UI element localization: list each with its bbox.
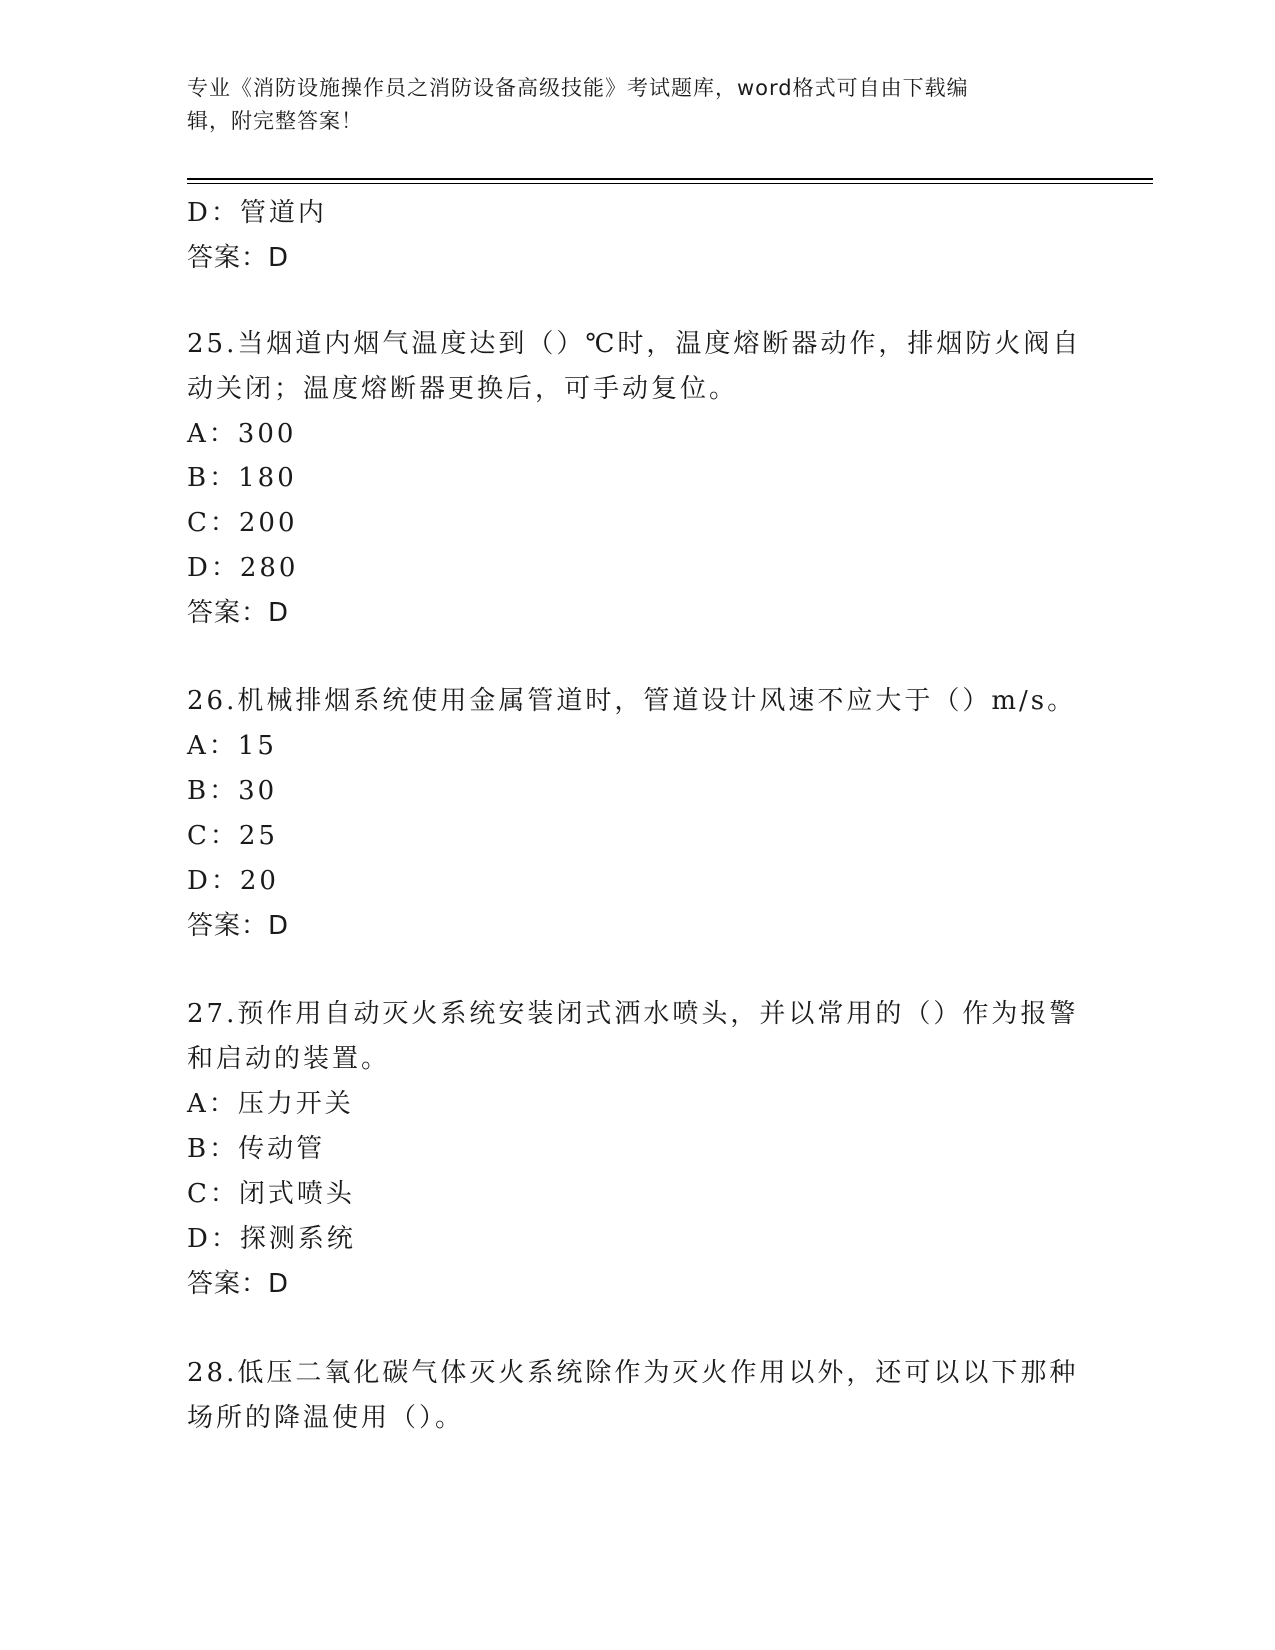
answer: 答案：D [187, 1269, 290, 1299]
question-stem-line: 26.机械排烟系统使用金属管道时，管道设计风速不应大于（）m/s。 [187, 686, 1077, 716]
answer: 答案：D [187, 911, 290, 941]
document-header [187, 72, 1067, 138]
question-stem-line: 27.预作用自动灭火系统安装闭式洒水喷头，并以常用的（）作为报警 [187, 999, 1079, 1029]
option-b: B：30 [187, 776, 278, 806]
question-stem-line: 和启动的装置。 [187, 1044, 391, 1074]
option-c: C：200 [187, 508, 298, 538]
header-divider-thin [187, 183, 1153, 184]
question-stem-line: 25.当烟道内烟气温度达到（）℃时，温度熔断器动作，排烟防火阀自 [187, 329, 1082, 359]
question-stem-line: 动关闭；温度熔断器更换后，可手动复位。 [187, 374, 739, 404]
header-line-2: 辑，附完整答案！ [187, 109, 363, 133]
option-a: A：300 [187, 419, 297, 449]
option-b: B：180 [187, 463, 297, 493]
option-d: D：280 [187, 553, 299, 583]
option-d: D：探测系统 [187, 1224, 356, 1254]
header-line-1: 专业《消防设施操作员之消防设备高级技能》考试题库，word格式可自由下载编 [187, 76, 969, 100]
option-a: A：压力开关 [187, 1089, 354, 1119]
option-c: C：25 [187, 821, 278, 851]
prev-option-d: D：管道内 [187, 198, 327, 228]
question-stem-line: 场所的降温使用（）。 [187, 1403, 465, 1433]
option-a: A：15 [187, 731, 277, 761]
answer: 答案：D [187, 598, 290, 628]
header-divider-thick [187, 178, 1153, 180]
option-d: D：20 [187, 866, 279, 896]
option-b: B：传动管 [187, 1134, 326, 1164]
prev-answer: 答案：D [187, 243, 290, 273]
option-c: C：闭式喷头 [187, 1179, 355, 1209]
question-stem-line: 28.低压二氧化碳气体灭火系统除作为灭火作用以外，还可以以下那种 [187, 1358, 1079, 1388]
